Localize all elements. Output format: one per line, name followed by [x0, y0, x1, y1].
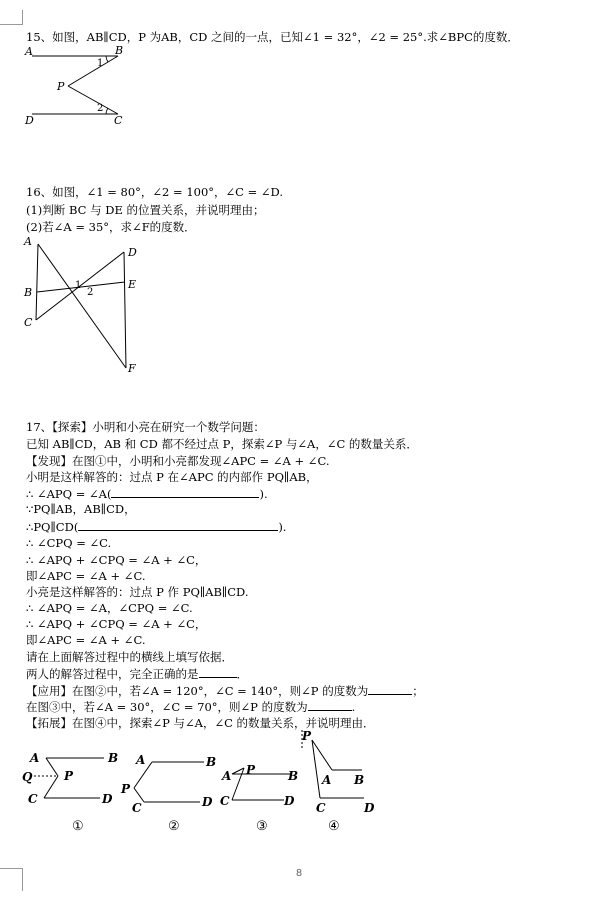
q17-f3-label-D: D	[284, 794, 295, 808]
page-number: 8	[295, 868, 303, 879]
q17-f3-label-C: C	[220, 794, 230, 808]
q15-label-D: D	[25, 114, 34, 127]
q17-line-17-end: ；	[412, 684, 424, 698]
q16-label-A: A	[24, 235, 32, 248]
q17-line-18-start: 在图③中，若∠A = 30°，∠C = 70°，则∠P 的度数为	[26, 700, 308, 714]
q16-line-3: (2)若∠A = 35°，求∠F的度数．	[26, 220, 196, 234]
q17-line-16	[26, 666, 248, 682]
q17-f2-label-A: A	[136, 753, 146, 767]
q16-label-B: B	[24, 286, 33, 299]
q17-line-11: 小亮是这样解答的：过点 P 作 PQ∥AB∥CD.	[26, 585, 249, 599]
q17-figure-1	[20, 746, 130, 836]
q17-line-2: 已知 AB∥CD，AB 和 CD 都不经过点 P，探索∠P 与∠A，∠C 的数量关系．	[26, 437, 418, 451]
q17-f2-label-P: P	[121, 782, 131, 796]
q17-line-7-start: ∴PQ∥CD(	[26, 520, 79, 534]
q16-label-C: C	[24, 316, 33, 329]
q16-label-2: 2	[87, 287, 94, 298]
q16-line-1: 16、如图，∠1 = 80°，∠2 = 100°，∠C = ∠D.	[26, 185, 283, 199]
q15-label-1: 1	[97, 58, 104, 69]
q17-f3-label-B: B	[288, 769, 299, 783]
q17-answer-blank-fig3[interactable]	[308, 699, 352, 711]
q17-line-18-end: .	[351, 700, 356, 714]
q15-label-A: A	[25, 45, 33, 58]
q17-line-5-end: ).	[259, 487, 268, 501]
q17-line-19: 【拓展】在图④中，探索∠P 与∠A，∠C 的数量关系，并说明理由．	[26, 716, 375, 730]
q16-label-1: 1	[75, 280, 82, 291]
q17-f2-label-D: D	[202, 795, 213, 809]
q17-line-13: ∴ ∠APQ + ∠CPQ = ∠A + ∠C，	[26, 617, 207, 631]
q17-line-1: 17、【探索】小明和小亮在研究一个数学问题：	[26, 420, 265, 434]
q17-figure-2	[118, 746, 228, 836]
q17-line-5-start: ∴ ∠APQ = ∠A(	[26, 487, 112, 501]
q17-line-12: ∴ ∠APQ = ∠A，∠CPQ = ∠C.	[26, 601, 193, 615]
q17-f1-label-B: B	[108, 751, 119, 765]
q15-label-B: B	[115, 44, 124, 57]
q17-reason-blank-2[interactable]	[78, 519, 278, 531]
q17-figure-4	[290, 726, 390, 836]
q17-f3-number: ③	[256, 819, 268, 834]
q17-line-7	[26, 519, 286, 535]
q17-line-5	[26, 486, 268, 502]
q16-label-F: F	[128, 362, 136, 375]
q17-f4-number: ④	[328, 819, 340, 834]
q17-f3-label-P: P	[246, 763, 256, 777]
q17-f4-label-C: C	[316, 801, 326, 815]
q17-f4-label-P: P	[302, 729, 312, 743]
q17-f3-label-A: A	[222, 769, 232, 783]
q17-line-15: 请在上面解答过程中的横线上填写依据．	[26, 650, 233, 664]
q17-line-16-start: 两人的解答过程中，完全正确的是	[26, 667, 199, 681]
q17-line-17	[26, 683, 424, 699]
q17-f2-label-C: C	[132, 801, 142, 815]
q15-label-C: C	[114, 114, 123, 127]
q16-label-D: D	[128, 246, 137, 259]
q17-f1-label-C: C	[28, 792, 38, 806]
q17-reason-blank-1[interactable]	[111, 486, 259, 498]
q17-line-18	[26, 699, 355, 715]
q17-f4-label-B: B	[354, 773, 365, 787]
q17-f4-label-A: A	[322, 773, 332, 787]
q17-answer-blank-fig2[interactable]	[368, 683, 412, 695]
q15-text: 15、如图，AB∥CD，P 为AB，CD 之间的一点，已知∠1 = 32°，∠2 = 25°.求∠BPC的度数．	[26, 30, 519, 44]
q17-f1-number: ①	[72, 819, 84, 834]
q17-f1-label-Q: Q	[22, 770, 33, 784]
q15-label-2: 2	[97, 103, 104, 114]
q17-line-6: ∵PQ∥AB，AB∥CD，	[26, 502, 136, 516]
q17-f2-label-B: B	[206, 755, 217, 769]
q17-line-7-end: ).	[278, 520, 287, 534]
q17-line-17-start: 【应用】在图②中，若∠A = 120°，∠C = 140°，则∠P 的度数为	[26, 684, 369, 698]
q17-f1-label-A: A	[30, 751, 40, 765]
q16-label-E: E	[128, 278, 137, 291]
q16-figure	[20, 232, 150, 378]
q15-label-P: P	[57, 80, 65, 93]
q17-line-3: 【发现】在图①中，小明和小亮都发现∠APC = ∠A + ∠C.	[26, 454, 330, 468]
q17-line-4: 小明是这样解答的：过点 P 在∠APC 的内部作 PQ∥AB，	[26, 470, 318, 484]
q17-f4-label-D: D	[364, 801, 375, 815]
q17-line-14: 即∠APC = ∠A + ∠C.	[26, 633, 146, 647]
q17-f1-label-D: D	[102, 792, 113, 806]
q17-f1-label-P: P	[64, 769, 74, 783]
q17-line-16-end: ．	[236, 667, 248, 681]
q16-line-2: (1)判断 BC 与 DE 的位置关系，并说明理由；	[26, 203, 265, 217]
corner-mark-top-left	[0, 10, 23, 25]
q17-line-9: ∴ ∠APQ + ∠CPQ = ∠A + ∠C，	[26, 553, 207, 567]
q15-figure	[20, 44, 140, 130]
q17-answer-blank-correct[interactable]	[199, 666, 237, 678]
q17-line-8: ∴ ∠CPQ = ∠C.	[26, 536, 112, 550]
q17-f2-number: ②	[168, 819, 180, 834]
q17-line-10: 即∠APC = ∠A + ∠C.	[26, 569, 146, 583]
